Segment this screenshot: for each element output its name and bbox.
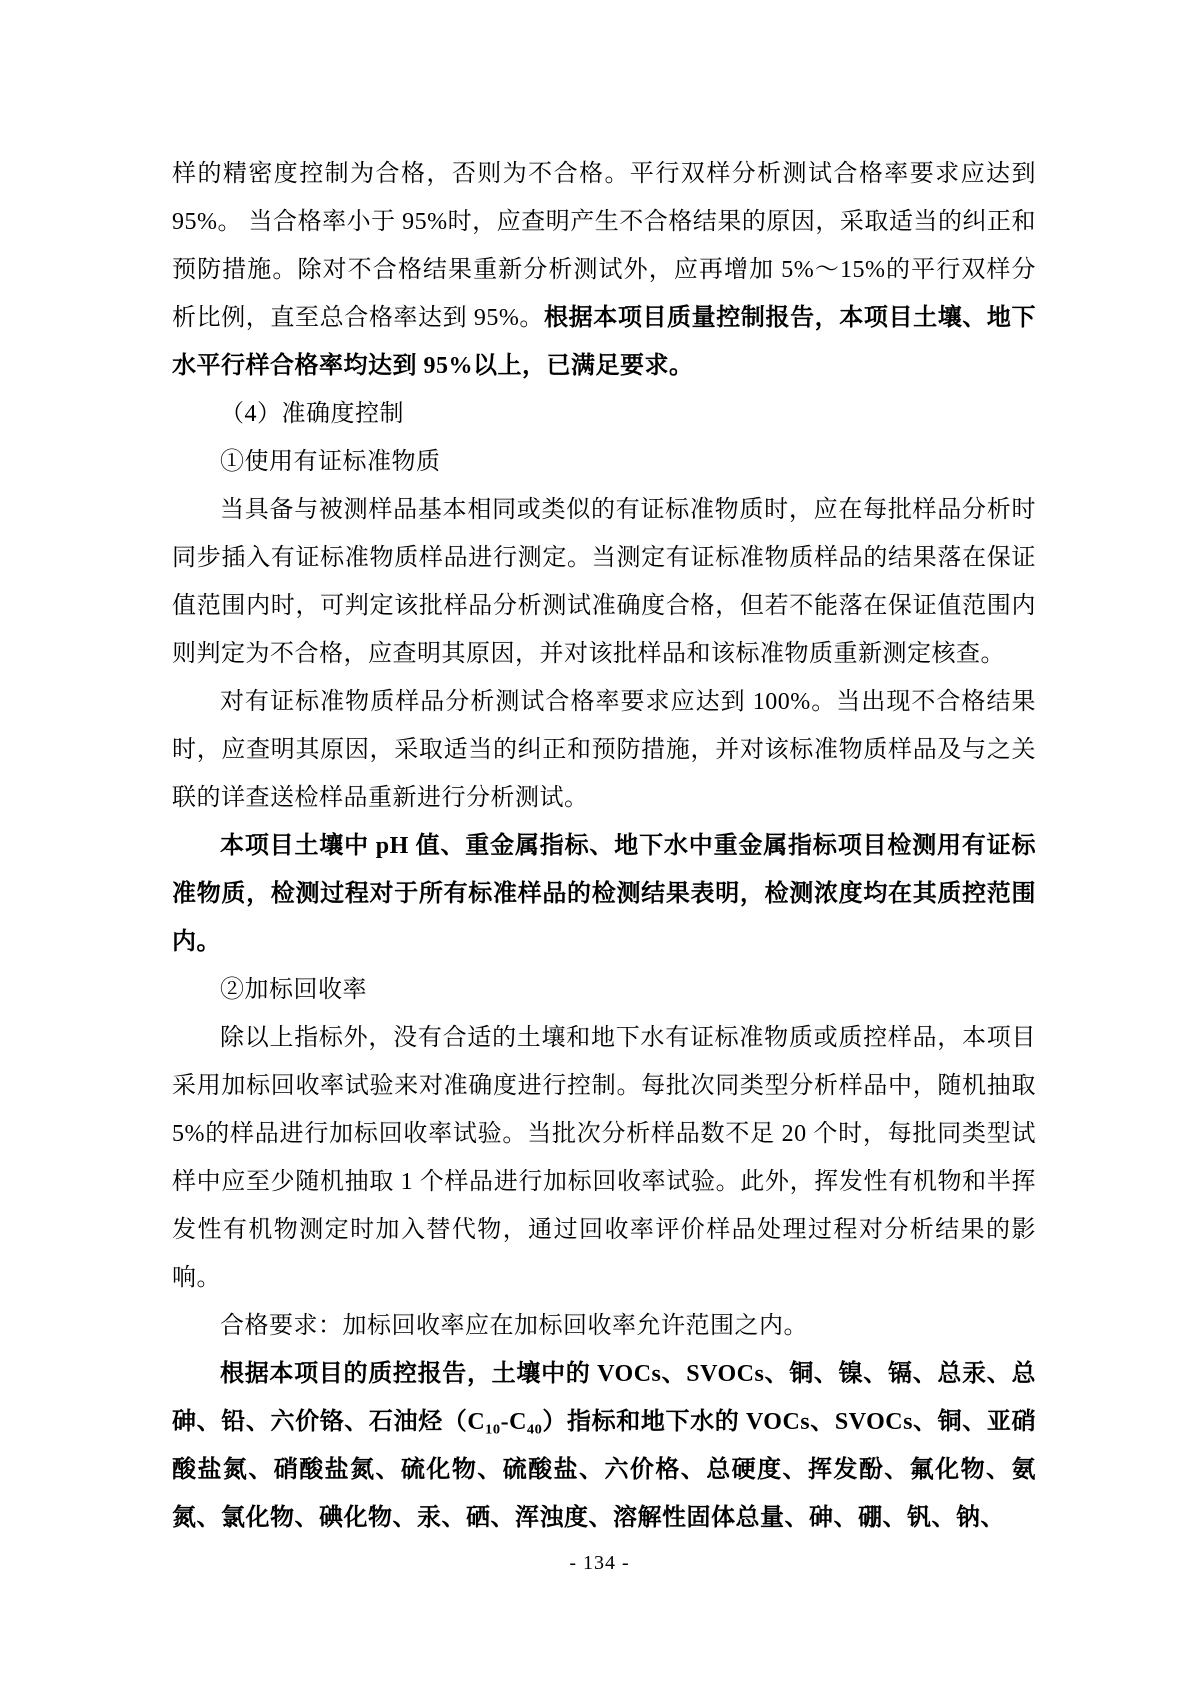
paragraph-spike-requirement: [172, 1302, 1036, 1350]
bold-text-run: 根据本项目的质控报告，土壤中的 VOCs、SVOCs、铜、镍、镉、总汞、总砷、铅、六价铬、石油烃（C₁₀-C₄₀）指标和地下水的 VOCs、SVOCs、铜、亚硝酸盐氮、硝酸盐氮、硫化物、硫酸盐、六价格、总硬度、挥发酚、氟化物、氨氮、氯化物、碘化物、汞、硒、浑浊度、溶解性固体总量、砷、硼、钒、钠、: [172, 1361, 1036, 1531]
heading-accuracy-control: [172, 390, 1036, 438]
page-body-text: [172, 150, 1036, 1542]
paragraph-qc-report-conclusion: [172, 1350, 1036, 1542]
paragraph-precision-control: [172, 150, 1036, 390]
bold-text-run: 本项目土壤中 pH 值、重金属指标、地下水中重金属指标项目检测用有证标准物质，检测过程对于所有标准样品的检测结果表明，检测浓度均在其质控范围内。: [172, 833, 1036, 955]
heading-spike-recovery: [172, 966, 1036, 1014]
paragraph-spike-recovery: [172, 1014, 1036, 1302]
text-run: ①使用有证标准物质: [220, 449, 441, 475]
page-number: - 134 -: [569, 1552, 630, 1574]
text-run: 样的精密度控制为合格，否则为不合格。平行双样分析测试合格率要求应达到 95%。 当合格率小于 95%时，应查明产生不合格结果的原因，采取适当的纠正和预防措施。除对不合格结果重新分析测试外，应再增加 5%～15%的平行双样分析比例，直至总合格率达到 95%。: [172, 161, 1036, 331]
paragraph-crm-conclusion: [172, 822, 1036, 966]
text-run: 对有证标准物质样品分析测试合格率要求应达到 100%。当出现不合格结果时，应查明其原因，采取适当的纠正和预防措施，并对该标准物质样品及与之关联的详查送检样品重新进行分析测试。: [172, 689, 1036, 811]
paragraph-crm-pass-rate: [172, 678, 1036, 822]
heading-certified-reference-material: [172, 438, 1036, 486]
text-run: 合格要求：加标回收率应在加标回收率允许范围之内。: [220, 1313, 808, 1339]
text-run: （4）准确度控制: [220, 401, 404, 427]
paragraph-crm-usage: [172, 486, 1036, 678]
text-run: ②加标回收率: [220, 977, 367, 1003]
text-run: 当具备与被测样品基本相同或类似的有证标准物质时，应在每批样品分析时同步插入有证标准物质样品进行测定。当测定有证标准物质样品的结果落在保证值范围内时，可判定该批样品分析测试准确度合格，但若不能落在保证值范围内则判定为不合格，应查明其原因，并对该批样品和该标准物质重新测定核查。: [172, 497, 1036, 667]
bold-text-run: 根据本项目质量控制报告，本项目土壤、地下水平行样合格率均达到 95%以上，已满足要求。: [172, 305, 1037, 379]
text-run: 除以上指标外，没有合适的土壤和地下水有证标准物质或质控样品，本项目采用加标回收率试验来对准确度进行控制。每批次同类型分析样品中，随机抽取 5%的样品进行加标回收率试验。当批次分析样品数不足 20 个时，每批同类型试样中应至少随机抽取 1 个样品进行加标回收率试验。此外，挥发性有机物和半挥发性有机物测定时加入替代物，通过回收率评价样品处理过程对分析结果的影响。: [172, 1025, 1036, 1291]
